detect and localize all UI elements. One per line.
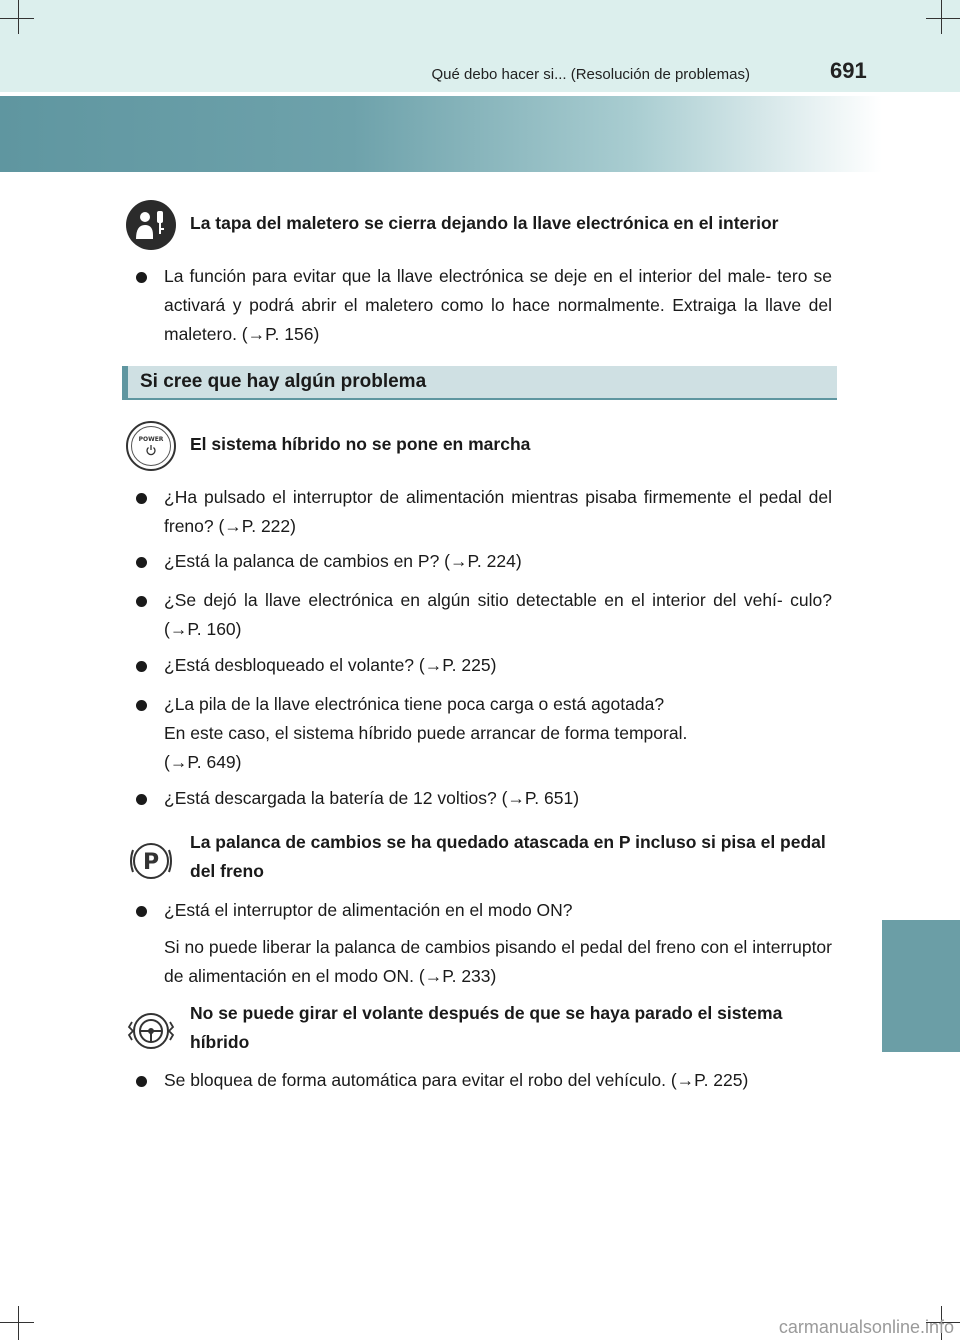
top-block-item [164,262,832,349]
block1-item [164,483,832,541]
block1-item-text: ¿La pila de la llave electrónica tiene poca carga o está agotada? [164,694,665,714]
bullet [136,557,147,568]
top-block-heading: La tapa del maletero se cierra dejando la llave electrónica en el interior [190,213,779,233]
block1-item-text: ¿Está desbloqueado el volante? (→P. 225) [164,655,497,675]
top-block-item-text: La función para evitar que la llave electrónica se deje en el interior del male- tero se activará y podrá abrir el maletero como lo hace normalmente. Extraiga la llave del maletero. (→P. 156) [164,266,832,344]
power-button-inner-ring [131,426,171,466]
block3-heading: No se puede girar el volante después de que se haya parado el sistema híbrido [190,1003,783,1052]
block1-item-text: ¿Ha pulsado el interruptor de alimentación mientras pisaba firmemente el pedal del freno? (→P. 222) [164,487,832,536]
steering-lock-icon [126,1006,176,1056]
block3-item [164,1066,832,1095]
bullet [136,700,147,711]
block1-item [164,547,832,576]
crop-mark-bottom-left [0,1322,34,1323]
block2-item-detail: Si no puede liberar la palanca de cambios pisando el pedal del freno con el interruptor de alimentación en el modo ON. (→P. 233) [164,937,832,986]
bullet [136,906,147,917]
section-title: Si cree que hay algún problema [140,371,427,392]
crop-mark-top-left-v [18,0,19,34]
block1-item [164,690,832,777]
block1-item-note: En este caso, el sistema híbrido puede arrancar de forma temporal. [164,723,688,743]
park-gear-symbol [126,836,176,886]
park-gear-icon [126,836,176,886]
steering-wheel-symbol [126,1006,176,1056]
block1-item-text: ¿Se dejó la llave electrónica en algún sitio detectable en el interior del vehí- culo? (→P. 160) [164,590,832,639]
block1-item [164,651,832,680]
park-letter: P [142,850,160,875]
block1-item [164,586,832,644]
power-symbol-icon [145,444,157,456]
bullet [136,661,147,672]
block2-heading: La palanca de cambios se ha quedado atascada en P incluso si pisa el pedal del freno [190,832,826,881]
block3-item-text: Se bloquea de forma automática para evitar el robo del vehículo. (→P. 225) [164,1070,749,1090]
block2-item [164,896,832,925]
bullet [136,596,147,607]
crop-mark-top-left [0,18,34,19]
block1-heading: El sistema híbrido no se pone en marcha [190,434,531,454]
bullet [136,272,147,283]
bullet [136,493,147,504]
block2-item-text: ¿Está el interruptor de alimentación en el modo ON? [164,900,573,920]
header-title: Qué debo hacer si... (Resolución de problemas) [431,66,750,83]
key-person-icon [126,200,176,250]
section-bar [122,366,837,400]
bullet [136,794,147,805]
crop-mark-top-right-v [941,0,942,34]
block1-item [164,784,832,813]
crop-mark-bottom-left-v [18,1306,19,1340]
bullet [136,1076,147,1087]
power-label: POWER [138,436,164,443]
page-number: 691 [830,58,867,83]
chapter-banner [0,96,882,172]
block1-item-text: ¿Está la palanca de cambios en P? (→P. 224) [164,551,522,571]
chapter-side-tab [882,920,960,1052]
crop-mark-top-right [926,18,960,19]
watermark: carmanualsonline.info [778,1317,954,1337]
block1-item-text: ¿Está descargada la batería de 12 voltios? (→P. 651) [164,788,580,808]
block1-item-ref: (→P. 649) [164,752,242,772]
power-button-icon [126,421,176,471]
